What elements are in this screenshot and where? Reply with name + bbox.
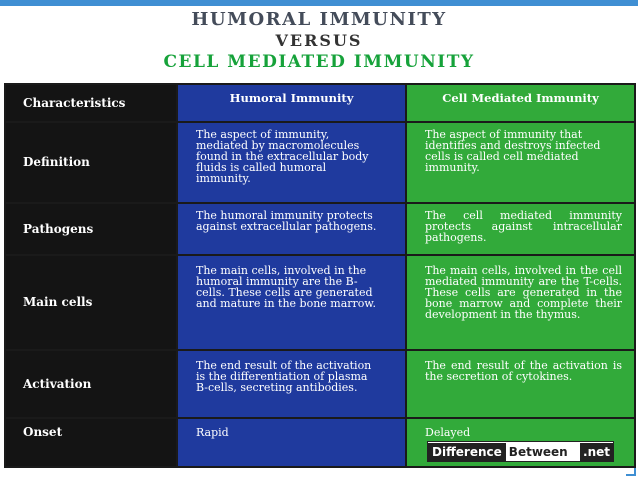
logo-part-net: .net bbox=[580, 443, 613, 461]
difference-between-logo bbox=[427, 441, 614, 462]
row-label-definition: Definition bbox=[6, 123, 176, 202]
onset-humoral: Rapid bbox=[178, 419, 405, 466]
header-characteristics: Characteristics bbox=[6, 85, 176, 121]
pathogens-humoral: The humoral immunity protects against extracellular pathogens. bbox=[178, 204, 405, 254]
row-label-pathogens: Pathogens bbox=[6, 204, 176, 254]
logo-part-difference: Difference bbox=[428, 443, 506, 461]
row-label-onset: Onset bbox=[6, 419, 176, 466]
title-line-humoral: HUMORAL IMMUNITY bbox=[191, 9, 447, 30]
main-cells-humoral: The main cells, involved in the humoral immunity are the B-cells. These cells are generated and mature in the bone marrow. bbox=[178, 256, 405, 349]
header-humoral: Humoral Immunity bbox=[178, 85, 405, 121]
main-cells-cell-mediated: The main cells, involved in the cell mediated immunity are the T-cells. These cells are generated in the bone marrow and complete their development in the thymus. bbox=[407, 256, 634, 349]
comparison-table bbox=[4, 83, 636, 468]
definition-cell-mediated: The aspect of immunity that identifies and destroys infected cells is called cell mediated immunity. bbox=[407, 123, 634, 202]
header-cell-mediated: Cell Mediated Immunity bbox=[407, 85, 634, 121]
row-label-main-cells: Main cells bbox=[6, 256, 176, 349]
pathogens-cell-mediated: The cell mediated immunity protects against intracellular pathogens. bbox=[407, 204, 634, 254]
slide-title bbox=[0, 9, 638, 73]
title-line-versus: VERSUS bbox=[275, 31, 363, 50]
logo-part-between: Between bbox=[508, 444, 568, 459]
row-label-activation: Activation bbox=[6, 351, 176, 417]
definition-humoral: The aspect of immunity, mediated by macromolecules found in the extracellular body fluids is called humoral immunity. bbox=[178, 123, 405, 202]
activation-humoral: The end result of the activation is the differentiation of plasma B-cells, secreting antibodies. bbox=[178, 351, 405, 417]
corner-accent bbox=[626, 468, 636, 476]
top-accent-bar bbox=[0, 0, 638, 6]
onset-cell-mediated: Delayed bbox=[407, 419, 634, 466]
title-line-cell-mediated: CELL MEDIATED IMMUNITY bbox=[163, 52, 475, 72]
activation-cell-mediated: The end result of the activation is the secretion of cytokines. bbox=[407, 351, 634, 417]
